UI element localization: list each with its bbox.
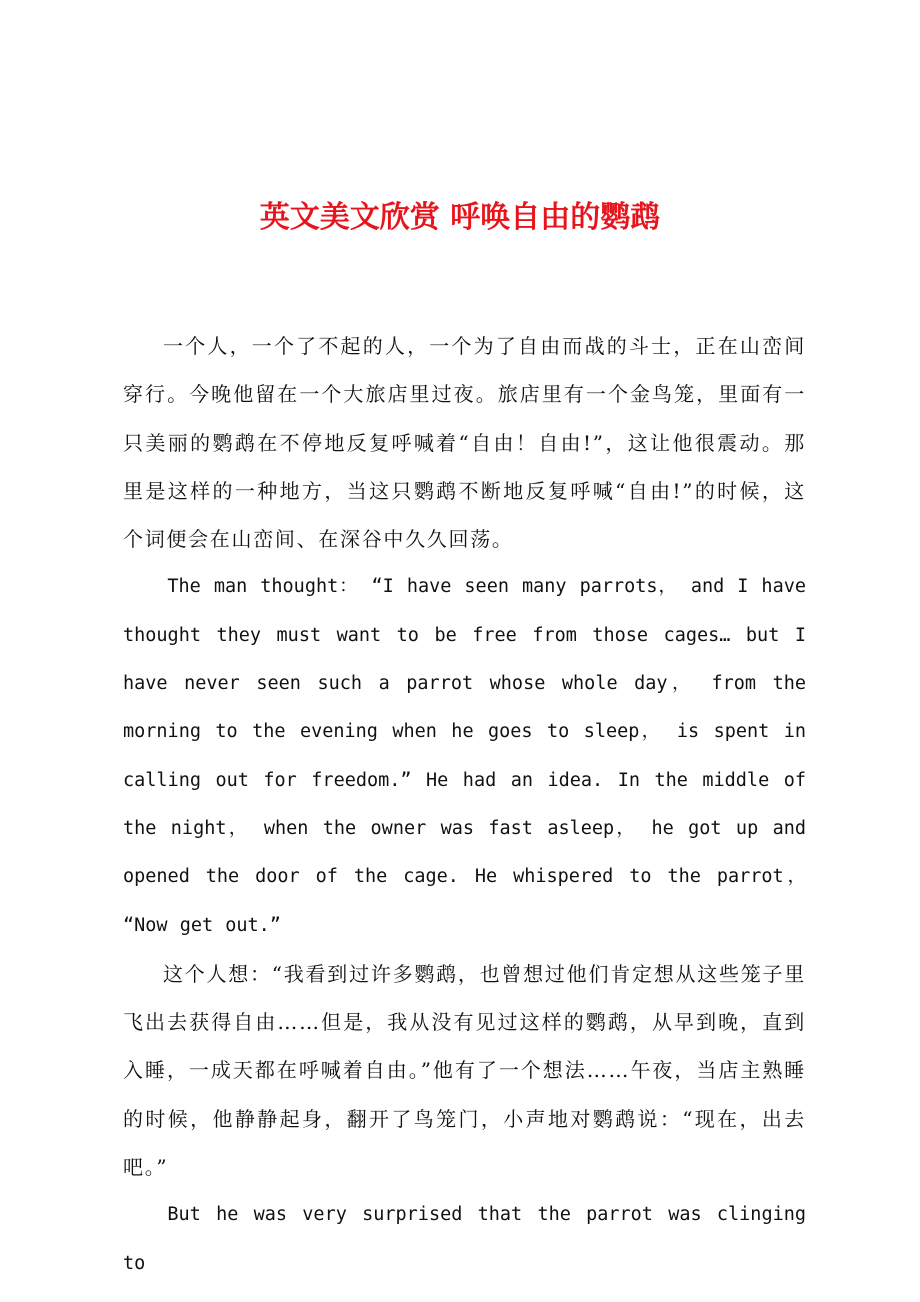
paragraph-en-1: The man thought： “I have seen many parrots， and I have thought they must want to be free from those cages… but I have never seen such a parrot whose whole day， from the morning to the evening when he goes to sleep， is spent in calling out for freedom.” He had an idea. In the middle of the night， when the owner was fast asleep， he got up and opened the door of the cage. He whispered to the parrot， “Now get out.” — [123, 576, 806, 936]
paragraph-zh-2: 这个人想：“我看到过许多鹦鹉，也曾想过他们肯定想从这些笼子里飞出去获得自由……但是，我从没有见过这样的鹦鹉，从早到晚，直到入睡，一成天都在呼喊着自由。”他有了一个想法……午夜，当店主熟睡的时候，他静静起身，翻开了鸟笼门，小声地对鹦鹉说：“现在，出去吧。” — [123, 961, 806, 1180]
paragraph-zh-1: 一个人，一个了不起的人，一个为了自由而战的斗士，正在山峦间穿行。今晚他留在一个大旅店里过夜。旅店里有一个金鸟笼，里面有一只美丽的鹦鹉在不停地反复呼喊着“自由！自由!”，这让他很震动。那里是这样的一种地方，当这只鹦鹉不断地反复呼喊“自由!”的时候，这个词便会在山峦间、在深谷中久久回荡。 — [123, 334, 806, 552]
paragraph-en-2: But he was very surprised that the parrot was clinging to — [123, 1204, 806, 1274]
document-title: 英文美文欣赏 呼唤自由的鹦鹉 — [259, 200, 661, 235]
document-body — [123, 322, 806, 1288]
